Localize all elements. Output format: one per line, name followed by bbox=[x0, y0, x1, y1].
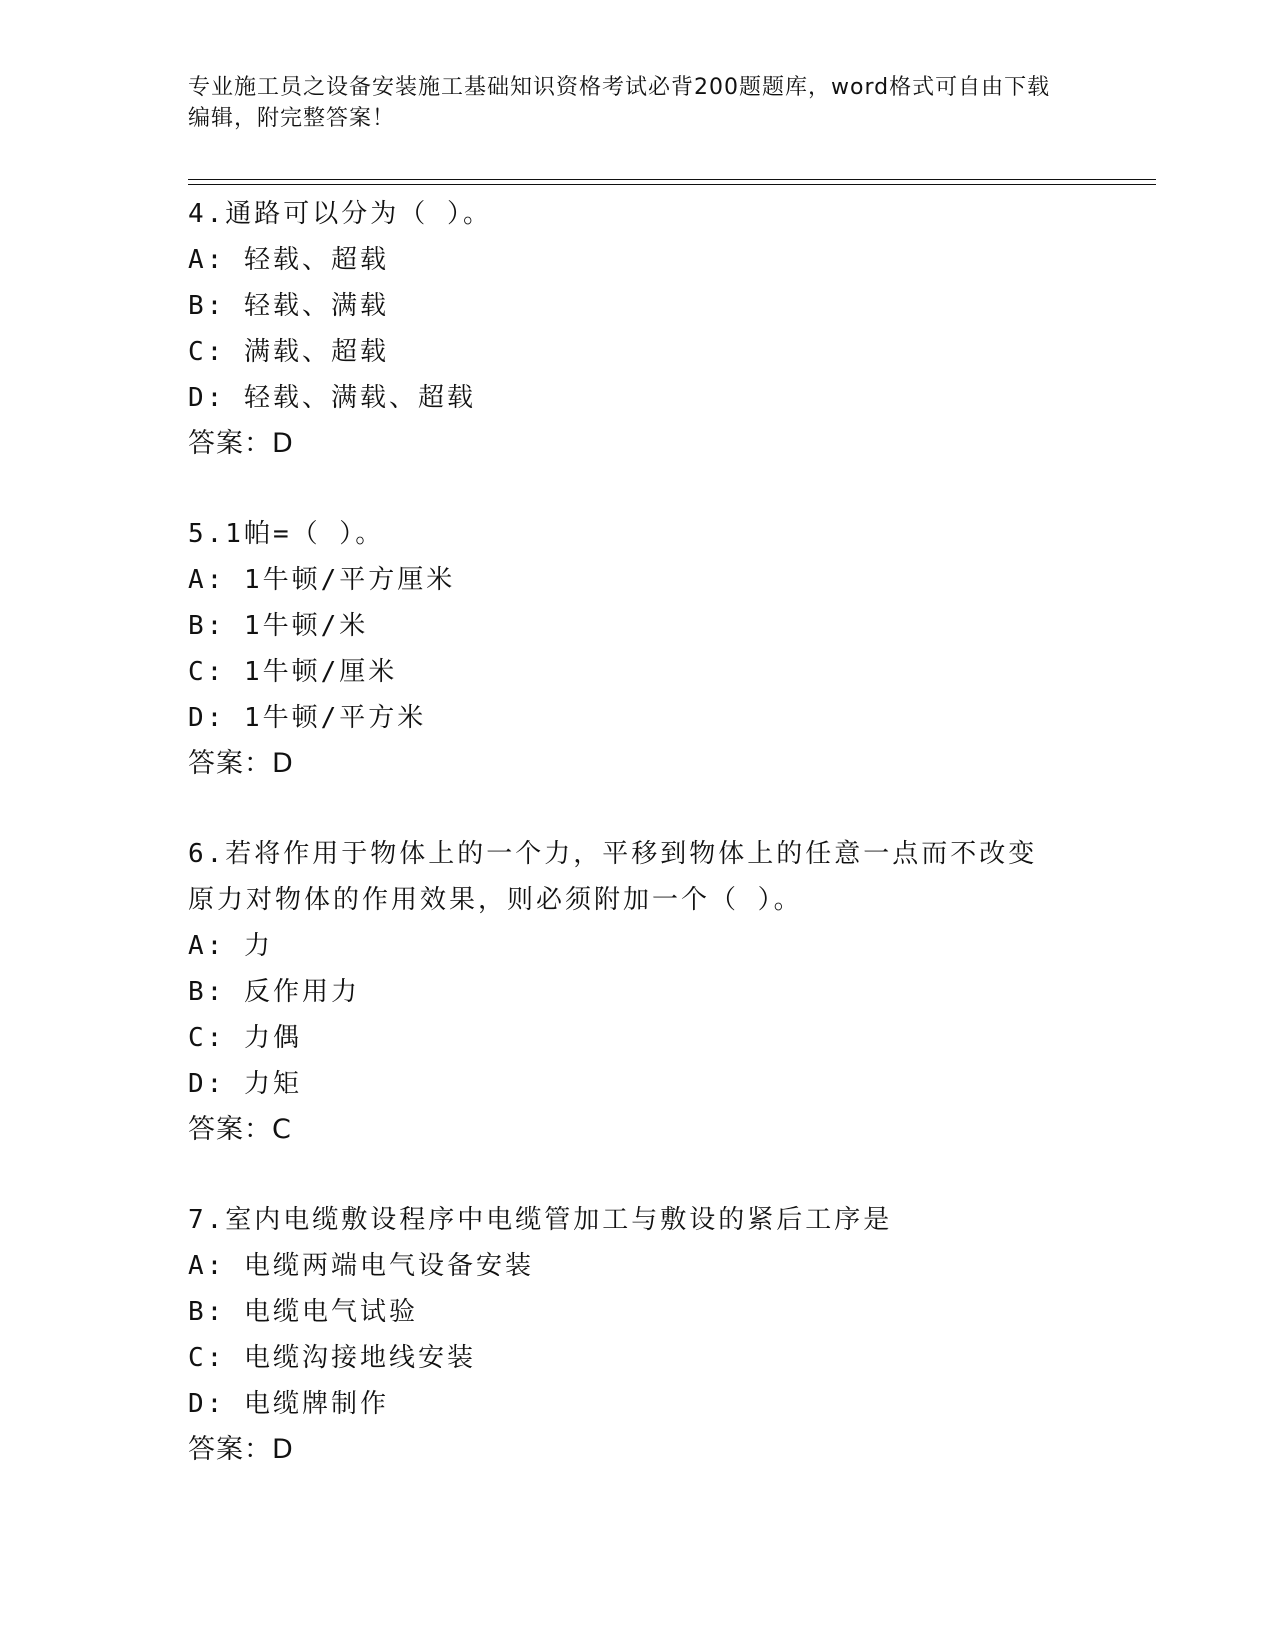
option-b: B: 轻载、满载 bbox=[188, 291, 389, 321]
question-text: 6.若将作用于物体上的一个力，平移到物体上的任意一点而不改变原力对物体的作用效果，则必须附加一个（ ）。 bbox=[188, 839, 1038, 915]
question-7 bbox=[188, 1197, 1088, 1473]
option-c: C: 1牛顿/厘米 bbox=[188, 657, 398, 687]
question-5 bbox=[188, 511, 1088, 787]
question-text: 7.室内电缆敷设程序中电缆管加工与敷设的紧后工序是 bbox=[188, 1205, 893, 1235]
option-c: C: 满载、超载 bbox=[188, 337, 389, 367]
question-4 bbox=[188, 191, 1088, 467]
option-b: B: 1牛顿/米 bbox=[188, 611, 369, 641]
question-list bbox=[188, 191, 1088, 1517]
option-a: A: 轻载、超载 bbox=[188, 245, 389, 275]
answer-label: 答案：D bbox=[188, 428, 294, 459]
option-c: C: 电缆沟接地线安装 bbox=[188, 1343, 476, 1373]
option-a: A: 力 bbox=[188, 931, 273, 961]
option-b: B: 反作用力 bbox=[188, 977, 360, 1007]
header-divider-top bbox=[188, 179, 1156, 180]
option-b: B: 电缆电气试验 bbox=[188, 1297, 418, 1327]
question-text: 5.1帕=（ ）。 bbox=[188, 519, 385, 549]
document-header: 专业施工员之设备安装施工基础知识资格考试必背200题题库，word格式可自由下载编辑，附完整答案！ bbox=[188, 75, 1051, 131]
option-c: C: 力偶 bbox=[188, 1023, 302, 1053]
header-divider-bottom bbox=[188, 184, 1156, 185]
question-6 bbox=[188, 831, 1088, 1153]
option-d: D: 1牛顿/平方米 bbox=[188, 703, 427, 733]
answer-label: 答案：D bbox=[188, 1434, 294, 1465]
answer-label: 答案：D bbox=[188, 748, 294, 779]
option-d: D: 电缆牌制作 bbox=[188, 1389, 389, 1419]
option-d: D: 轻载、满载、超载 bbox=[188, 383, 476, 413]
option-d: D: 力矩 bbox=[188, 1069, 302, 1099]
option-a: A: 电缆两端电气设备安装 bbox=[188, 1251, 534, 1281]
question-text: 4.通路可以分为（ ）。 bbox=[188, 199, 492, 229]
answer-label: 答案：C bbox=[188, 1114, 292, 1145]
option-a: A: 1牛顿/平方厘米 bbox=[188, 565, 456, 595]
